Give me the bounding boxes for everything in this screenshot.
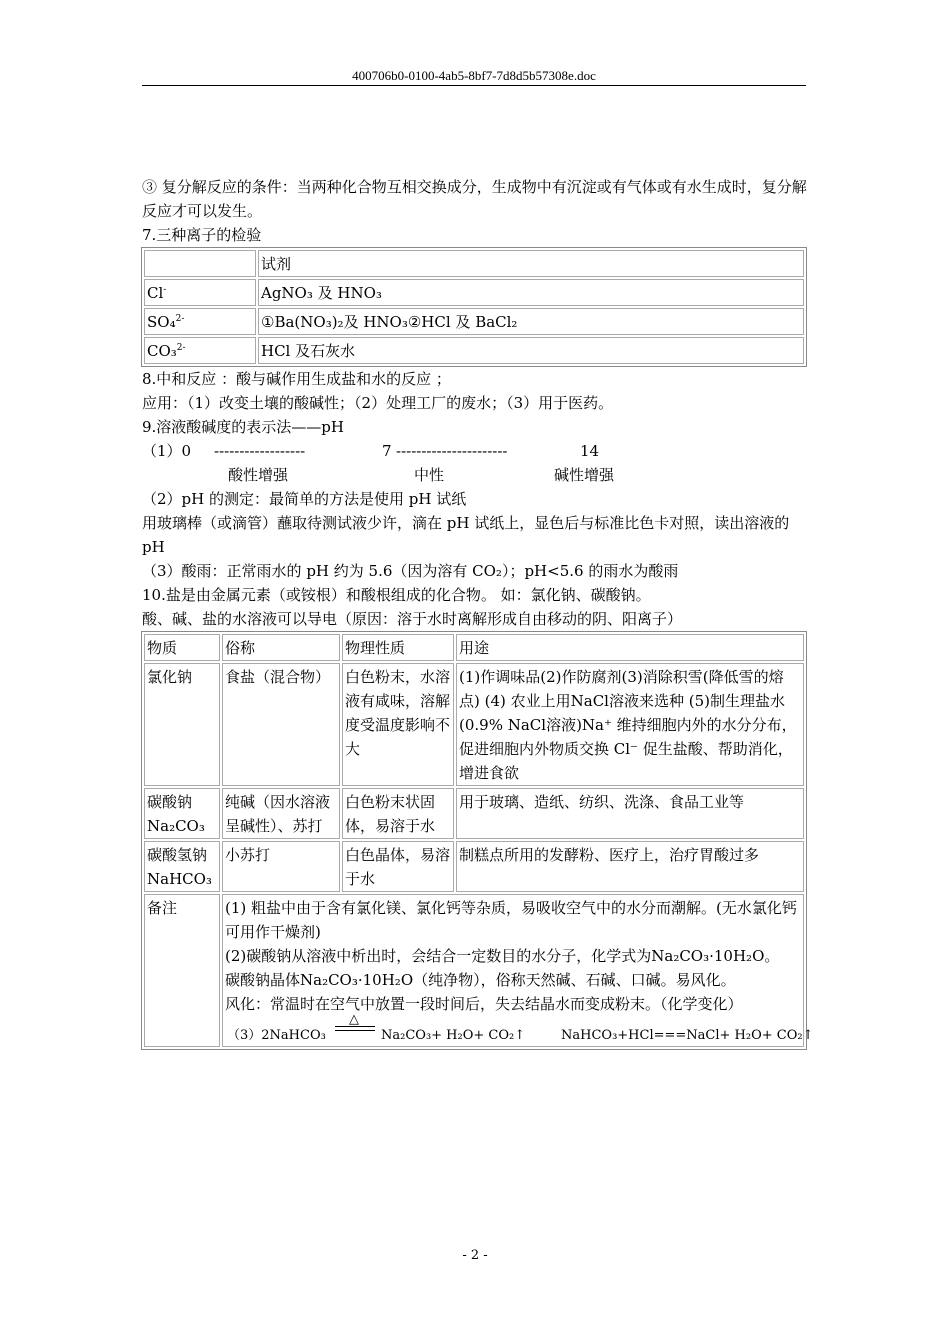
table-row: [144, 788, 804, 839]
reagent-cell: ①Ba(NO₃)₂及 HNO₃②HCl 及 BaCl₂: [258, 308, 804, 335]
table-header-cell: 试剂: [258, 250, 804, 277]
ion-cell: CO₃$^{2-}$: [144, 337, 256, 364]
salt-table: [141, 631, 814, 1050]
table-row: [144, 250, 804, 277]
ph-scale-line: （1）0 ------------------ 7 ---------------------- 14: [142, 442, 600, 460]
note-line: (2)碳酸钠从溶液中析出时，会结合一定数目的水分子，化学式为Na₂CO₃·10H₂O。: [225, 947, 780, 965]
table-header-cell: 俗称: [222, 634, 340, 661]
page-content: [142, 175, 814, 1050]
ion-cell: Cl-: [144, 279, 256, 306]
header-rule: [142, 85, 806, 86]
note-line: 风化：常温时在空气中放置一段时间后，失去结晶水而变成粉末。（化学变化）: [225, 995, 743, 1013]
ph-measure-text: 用玻璃棒（或滴管）蘸取待测试液少许，滴在 pH 试纸上，显色后与标准比色卡对照，读出溶液的 pH: [142, 514, 790, 556]
use-cell: 制糕点所用的发酵粉、医疗上，治疗胃酸过多: [456, 841, 804, 892]
substance-cell: 碳酸氢钠 NaHCO₃: [144, 841, 220, 892]
reaction-line: （3）2NaHCO₃ △ Na₂CO₃+ H₂O+ CO₂↑ NaHCO₃+HCl===NaCl+ H₂O+ CO₂↑: [225, 1016, 801, 1046]
table-row: [144, 663, 804, 786]
ph-measure-title: （2）pH 的测定：最简单的方法是使用 pH 试纸: [142, 490, 467, 508]
common-name-cell: 食盐（混合物）: [222, 663, 340, 786]
equals-sign: [335, 1026, 375, 1031]
note-line: (1) 粗盐中由于含有氯化镁、氯化钙等杂质，易吸收空气中的水分而潮解。(无水氯化钙可用作干燥剂): [225, 899, 797, 941]
common-name-cell: 纯碱（因水溶液呈碱性）、苏打: [222, 788, 340, 839]
substance-cell: 碳酸钠 Na₂CO₃: [144, 788, 220, 839]
page-number: - 2 -: [462, 1248, 488, 1263]
table-header-cell: 用途: [456, 634, 804, 661]
document-header: 400706b0-0100-4ab5-8bf7-7d8d5b57308e.doc: [352, 68, 596, 83]
section-10-title: 10.盐是由金属元素（或铵根）和酸根组成的化合物。 如：氯化钠、碳酸钠。: [142, 586, 651, 604]
use-cell: 用于玻璃、造纸、纺织、洗涤、食品工业等: [456, 788, 804, 839]
table-cell: [144, 250, 256, 277]
reagent-cell: HCl 及石灰水: [258, 337, 804, 364]
section-8-title: 8.中和反应 ：酸与碱作用生成盐和水的反应 ；: [142, 370, 451, 388]
table-row: [144, 308, 804, 335]
paragraph-double-decomposition: ③ 复分解反应的条件：当两种化合物互相交换成分，生成物中有沉淀或有气体或有水生成时，复分解反应才可以发生。: [142, 178, 807, 220]
ion-cell: SO₄$^{2-}$: [144, 308, 256, 335]
section-8-application: 应用：（1）改变土壤的酸碱性；（2）处理工厂的废水；（3）用于医药。: [142, 394, 614, 412]
section-7-title: 7.三种离子的检验: [142, 226, 262, 244]
acid-rain-text: （3）酸雨：正常雨水的 pH 约为 5.6（因为溶有 CO₂）；pH<5.6 的雨水为酸雨: [142, 562, 679, 580]
common-name-cell: 小苏打: [222, 841, 340, 892]
heat-symbol: △: [349, 1012, 359, 1027]
physical-property-cell: 白色晶体，易溶于水: [342, 841, 454, 892]
table-row: [144, 337, 804, 364]
ion-test-table: [141, 247, 807, 367]
table-header-cell: 物质: [144, 634, 220, 661]
section-10-conduct: 酸、碱、盐的水溶液可以导电（原因：溶于水时离解形成自由移动的阴、阳离子）: [142, 610, 683, 628]
use-cell: (1)作调味品(2)作防腐剂(3)消除积雪(降低雪的熔点) (4) 农业上用NaCl溶液来选种 (5)制生理盐水(0.9% NaCl溶液)Na⁺ 维持细胞内外的水分分布，促进细胞内外物质交换 Cl⁻ 促生盐酸、帮助消化，增进食欲: [456, 663, 804, 786]
note-cell: [222, 894, 814, 1047]
note-line: 碳酸钠晶体Na₂CO₃·10H₂O（纯净物），俗称天然碱、石碱、口碱。易风化。: [225, 971, 736, 989]
table-header-row: [144, 634, 804, 661]
section-9-title: 9.溶液酸碱度的表示法——pH: [142, 418, 344, 436]
table-header-cell: 物理性质: [342, 634, 454, 661]
substance-cell: 氯化钠: [144, 663, 220, 786]
physical-property-cell: 白色粉末，水溶液有咸味，溶解度受温度影响不大: [342, 663, 454, 786]
table-row: [144, 841, 804, 892]
physical-property-cell: 白色粉末状固体，易溶于水: [342, 788, 454, 839]
note-label-cell: 备注: [144, 894, 220, 1047]
table-row: [144, 279, 804, 306]
reagent-cell: AgNO₃ 及 HNO₃: [258, 279, 804, 306]
table-row: [144, 894, 804, 1047]
ph-scale-labels: 酸性增强 中性 碱性增强: [228, 466, 615, 484]
